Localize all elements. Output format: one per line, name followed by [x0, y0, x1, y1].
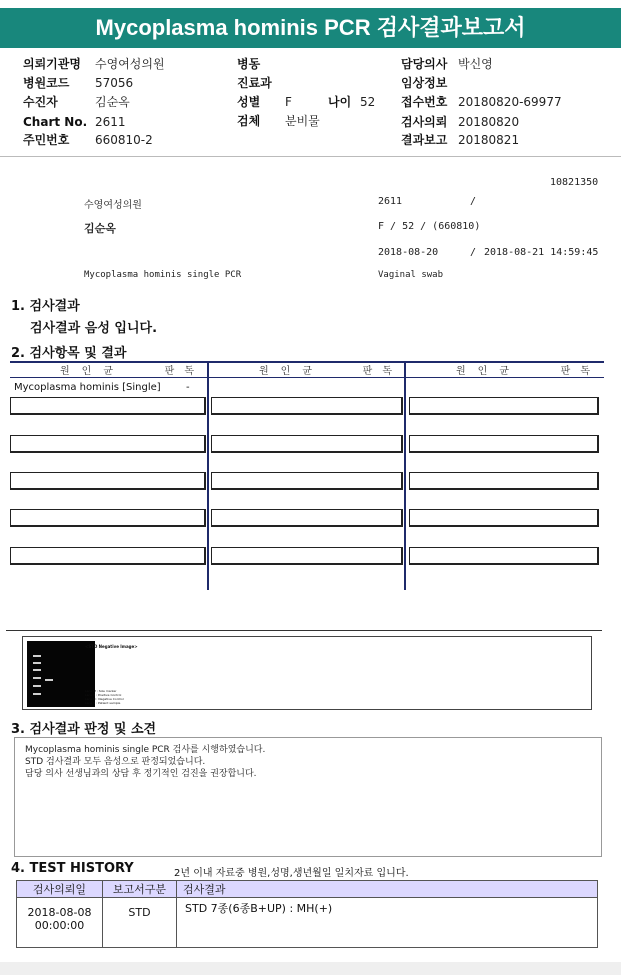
header-sex	[237, 94, 292, 110]
column-separator	[207, 362, 209, 590]
header-value: F	[285, 95, 292, 109]
result-cell	[10, 397, 206, 415]
column-header-1	[10, 362, 208, 378]
header-label: 임상정보	[401, 76, 448, 90]
header-label: 병원코드	[23, 76, 70, 90]
header-clinical-info	[401, 75, 458, 91]
section-2-title: 2. 검사항목 및 결과	[11, 346, 127, 361]
header-label: 주민번호	[23, 133, 70, 147]
history-time: 00:00:00	[34, 919, 85, 932]
result-header: 판독	[164, 366, 204, 377]
header-label: 의뢰기관명	[23, 57, 81, 71]
section-4-title: 4. TEST HISTORY	[11, 861, 134, 876]
gel-legend-item: Lane M : Size marker	[85, 689, 117, 693]
section-1-result: 검사결과 음성 입니다.	[30, 321, 158, 336]
history-note: 2년 이내 자료중 병원,성명,생년월일 일치자료 입니다.	[174, 868, 409, 879]
header-label: 진료과	[237, 76, 272, 90]
history-header-row	[17, 881, 598, 898]
header-value: 분비물	[285, 114, 320, 128]
column-header-2	[209, 362, 406, 378]
result-cell	[211, 547, 403, 565]
gel-band	[45, 679, 53, 681]
pathogen-header: 원인균	[259, 366, 324, 377]
gel-legend	[85, 689, 124, 705]
header-value: 57056	[95, 76, 134, 90]
header-department	[237, 75, 285, 91]
header-age	[328, 94, 375, 110]
result-cell	[211, 472, 403, 490]
info-test-name: Mycoplasma hominis single PCR	[84, 270, 242, 280]
header-label: 성별	[237, 95, 261, 109]
info-chart: 2611	[378, 196, 403, 207]
result-cell	[211, 397, 403, 415]
history-header-date: 검사의뢰일	[17, 881, 103, 898]
section-1-title: 1. 검사결과	[11, 299, 80, 314]
header-specimen	[237, 113, 320, 129]
result-cell	[409, 547, 599, 565]
result-header: 판독	[362, 366, 402, 377]
result-cell	[211, 509, 403, 527]
column-separator	[404, 362, 406, 590]
header-value: 52	[360, 95, 376, 109]
header-label: Chart No.	[23, 115, 88, 129]
section-divider	[6, 630, 602, 631]
result-cell	[409, 435, 599, 453]
header-value: 660810-2	[95, 133, 153, 147]
opinion-line: Mycoplasma hominis single PCR 검사를 시행하였습니다.	[25, 745, 266, 755]
gel-band	[33, 685, 41, 687]
info-hospital: 수영여성의원	[84, 200, 142, 211]
pathogen-header: 원인균	[456, 366, 521, 377]
history-type: STD	[103, 898, 177, 948]
report-title: Mycoplasma hominis PCR 검사결과보고서	[0, 8, 621, 48]
info-reported: 2018-08-21 14:59:45	[484, 247, 599, 258]
header-hospital	[23, 56, 165, 72]
gel-band	[33, 677, 41, 679]
history-date-cell	[17, 898, 103, 948]
result-cell	[211, 435, 403, 453]
gel-band	[33, 662, 41, 664]
header-value: 박신영	[458, 57, 493, 71]
header-ward	[237, 56, 285, 72]
report-number: 10821350	[550, 177, 599, 188]
gel-legend-item: Lane P : Positive Control	[85, 693, 122, 697]
section-3-title: 3. 검사결과 판정 및 소견	[11, 722, 157, 737]
result-header: 판독	[560, 366, 600, 377]
header-divider	[0, 156, 621, 157]
header-label: 수진자	[23, 95, 58, 109]
gel-title: <STD Negative Image>	[85, 644, 138, 649]
gel-band	[33, 655, 41, 657]
opinion-line: STD 검사결과 모두 음성으로 판정되었습니다.	[25, 757, 206, 767]
history-result: STD 7종(6종B+UP) : MH(+)	[177, 898, 598, 948]
header-receipt-no	[401, 94, 562, 110]
header-value: 20180820-69977	[458, 95, 562, 109]
header-chart-no	[23, 114, 126, 130]
header-label: 나이	[328, 95, 352, 109]
header-label: 병동	[237, 57, 261, 71]
column-header-3	[406, 362, 604, 378]
header-label: 결과보고	[401, 133, 448, 147]
header-value: 김순옥	[95, 95, 130, 109]
gel-legend-item: Lane S : Patient sample	[85, 701, 121, 705]
header-patient	[23, 94, 130, 110]
result-cell	[10, 435, 206, 453]
header-label: 검사의뢰	[401, 115, 448, 129]
info-patient: 김순옥	[84, 222, 116, 235]
gel-legend-item: Lane N : Negative Control	[85, 697, 124, 701]
info-sex-age: F / 52 / (660810)	[378, 221, 481, 232]
info-specimen: Vaginal swab	[378, 270, 444, 280]
first-item-result: -	[186, 382, 190, 393]
result-cell	[409, 397, 599, 415]
header-resident-no	[23, 132, 153, 148]
page-bottom-bar	[0, 962, 621, 975]
history-header-result: 검사결과	[177, 881, 598, 898]
header-label: 검체	[237, 114, 261, 128]
header-value: 20180821	[458, 133, 520, 147]
first-item-name: Mycoplasma hominis [Single]	[14, 382, 161, 393]
info-slash: /	[470, 196, 477, 207]
result-cell	[10, 472, 206, 490]
header-hospital-code	[23, 75, 133, 91]
opinion-line: 담당 의사 선생님과의 상담 후 정기적인 검진을 권장합니다.	[25, 769, 257, 779]
header-request-date	[401, 114, 519, 130]
header-label: 담당의사	[401, 57, 448, 71]
history-date: 2018-08-08	[27, 906, 92, 919]
header-value: 수영여성의원	[95, 57, 165, 71]
header-label: 접수번호	[401, 95, 448, 109]
info-received: 2018-08-20	[378, 247, 439, 258]
opinion-box	[14, 737, 602, 857]
result-cell	[409, 509, 599, 527]
gel-band	[33, 693, 41, 695]
result-cell	[409, 472, 599, 490]
history-table	[16, 880, 598, 948]
header-value: 2611	[95, 115, 126, 129]
result-cell	[10, 509, 206, 527]
header-value: 20180820	[458, 115, 520, 129]
pathogen-header: 원인균	[60, 366, 125, 377]
table-row	[17, 898, 598, 948]
result-cell	[10, 547, 206, 565]
gel-image-box	[22, 636, 592, 710]
header-doctor	[401, 56, 493, 72]
gel-band	[33, 669, 41, 671]
info-slash: /	[470, 247, 477, 258]
history-header-type: 보고서구분	[103, 881, 177, 898]
header-report-date	[401, 132, 519, 148]
